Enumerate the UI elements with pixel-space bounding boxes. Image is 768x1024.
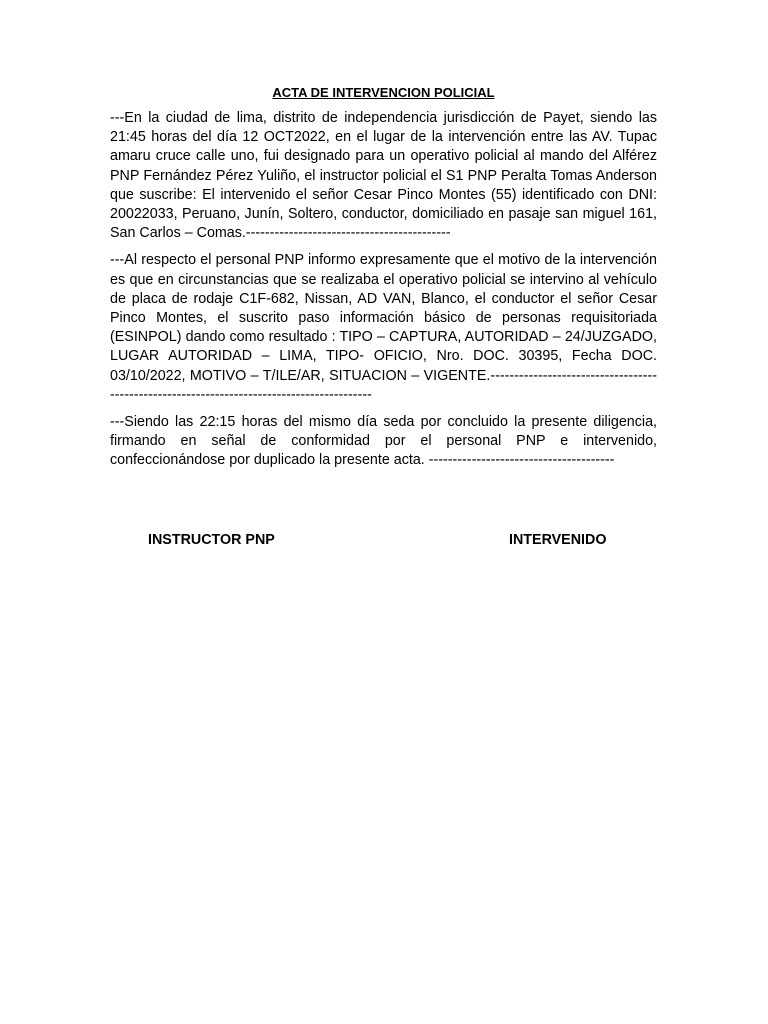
paragraph-3: ---Siendo las 22:15 horas del mismo día seda por concluido la presente diligencia, firmando en señal de conformidad por el personal PNP e intervenido, confeccionándose por duplicado la presente acta. ---------------------------------------: [110, 414, 657, 469]
signature-intervenido-label: INTERVENIDO: [509, 532, 607, 548]
paragraph-2: ---Al respecto el personal PNP informo expresamente que el motivo de la intervención es que en circunstancias que se realizaba el operativo policial se intervino al vehículo de placa de rodaje C1F-682, Nissan, AD VAN, Blanco, el conductor el señor Cesar Pinco Montes, el suscrito paso información básico de personas requisitoriada (ESINPOL) dando como resultado : TIPO – CAPTURA, AUTORIDAD – 24/JUZGADO, LUGAR AUTORIDAD – LIMA, TIPO- OFICIO, Nro. DOC. 30395, Fecha DOC. 03/10/2022, MOTIVO – T/ILE/AR, SITUACION – VIGENTE.------------------------------------------------------------------------------------------: [110, 252, 657, 403]
document-body: [110, 84, 657, 479]
signature-instructor-label: INSTRUCTOR PNP: [148, 532, 275, 548]
paragraph-1: ---En la ciudad de lima, distrito de independencia jurisdicción de Payet, siendo las 21:45 horas del día 12 OCT2022, en el lugar de la intervención entre las AV. Tupac amaru cruce calle uno, fui designado para un operativo policial al mando del Alférez PNP Fernández Pérez Yuliño, el instructor policial el S1 PNP Peralta Tomas Anderson que suscribe: El intervenido el señor Cesar Pinco Montes (55) identificado con DNI: 20022033, Peruano, Junín, Soltero, conductor, domiciliado en pasaje san miguel 161, San Carlos – Comas.-------------------------------------------: [110, 110, 657, 242]
document-title: ACTA DE INTERVENCION POLICIAL: [272, 85, 495, 100]
signature-block: [148, 530, 628, 550]
